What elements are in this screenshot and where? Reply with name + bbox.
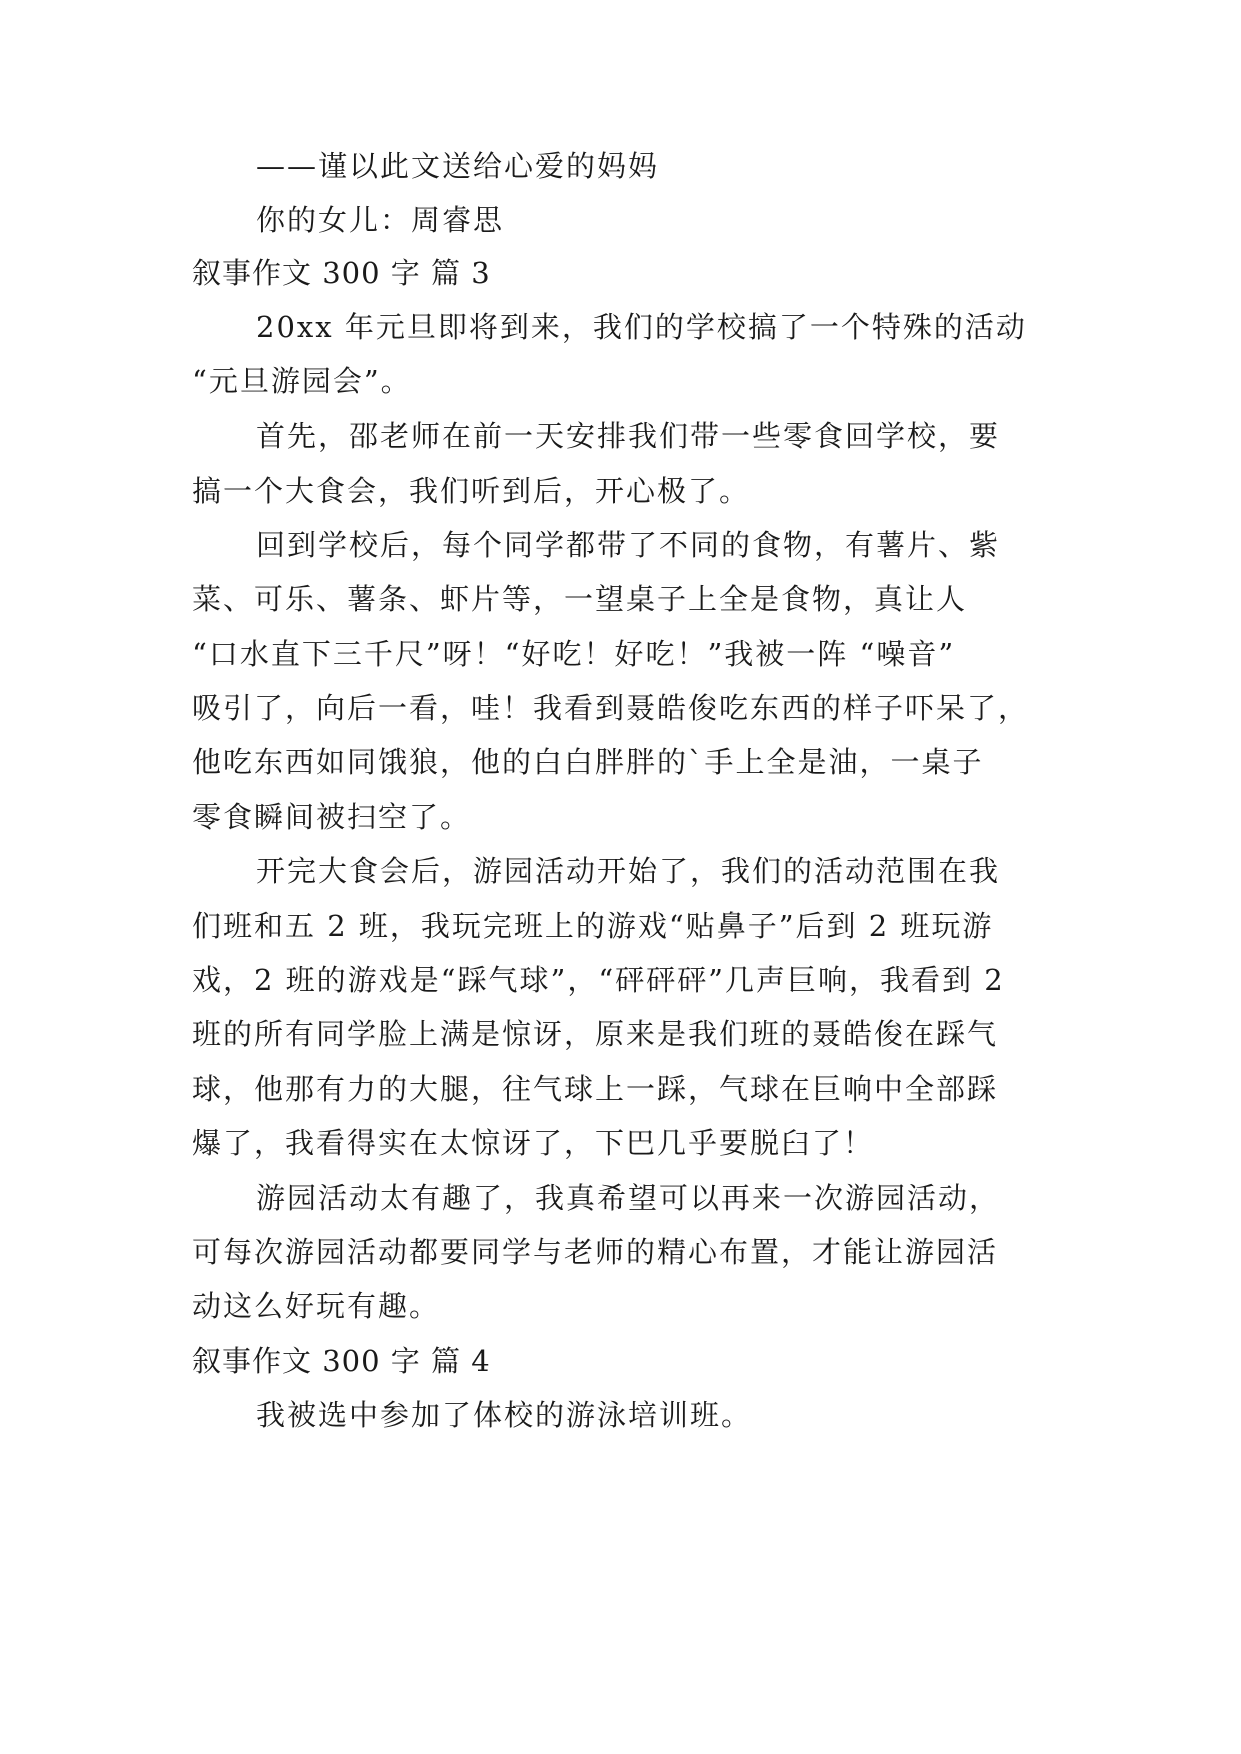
paragraph-line: 20xx 年元旦即将到来，我们的学校搞了一个特殊的活动 [256,310,1027,344]
paragraph-line: 们班和五 2 班，我玩完班上的游戏“贴鼻子”后到 2 班玩游 [192,909,994,943]
paragraph-line: 球，他那有力的大腿，往气球上一踩，气球在巨响中全部踩 [192,1072,999,1106]
paragraph-line: 我被选中参加了体校的游泳培训班。 [256,1398,753,1432]
paragraph-line: 班的所有同学脸上满是惊讶，原来是我们班的聂皓俊在踩气 [192,1017,999,1051]
paragraph-line: 戏，2 班的游戏是“踩气球”，“砰砰砰”几声巨响，我看到 2 [192,963,1005,997]
paragraph-line: 游园活动太有趣了，我真希望可以再来一次游园活动， [256,1181,1001,1215]
paragraph-line: 爆了，我看得实在太惊讶了，下巴几乎要脱臼了！ [192,1126,875,1160]
paragraph-line: 可每次游园活动都要同学与老师的精心布置，才能让游园活 [192,1235,999,1269]
paragraph-line: 搞一个大食会，我们听到后，开心极了。 [192,474,751,508]
paragraph-line: 零食瞬间被扫空了。 [192,800,472,834]
paragraph-line: “元旦游园会”。 [192,364,412,398]
paragraph-line: “口水直下三千尺”呀！“好吃！好吃！”我被一阵 “噪音” [192,637,956,671]
paragraph-line: 菜、可乐、薯条、虾片等，一望桌子上全是食物，真让人 [192,582,968,616]
signature-line: 你的女儿：周睿思 [256,203,505,237]
paragraph-line: 首先，邵老师在前一天安排我们带一些零食回学校，要 [256,419,1001,453]
dedication-line: ——谨以此文送给心爱的妈妈 [256,149,660,183]
paragraph-line: 吸引了，向后一看，哇！我看到聂皓俊吃东西的样子吓呆了， [192,691,1030,725]
paragraph-line: 开完大食会后，游园活动开始了，我们的活动范围在我 [256,854,1001,888]
paragraph-line: 回到学校后，每个同学都带了不同的食物，有薯片、紫 [256,528,1001,562]
section-4-heading: 叙事作文 300 字 篇 4 [192,1344,491,1378]
section-3-heading: 叙事作文 300 字 篇 3 [192,256,491,290]
paragraph-line: 动这么好玩有趣。 [192,1289,441,1323]
paragraph-line: 他吃东西如同饿狼，他的白白胖胖的`手上全是油，一桌子 [192,745,984,779]
